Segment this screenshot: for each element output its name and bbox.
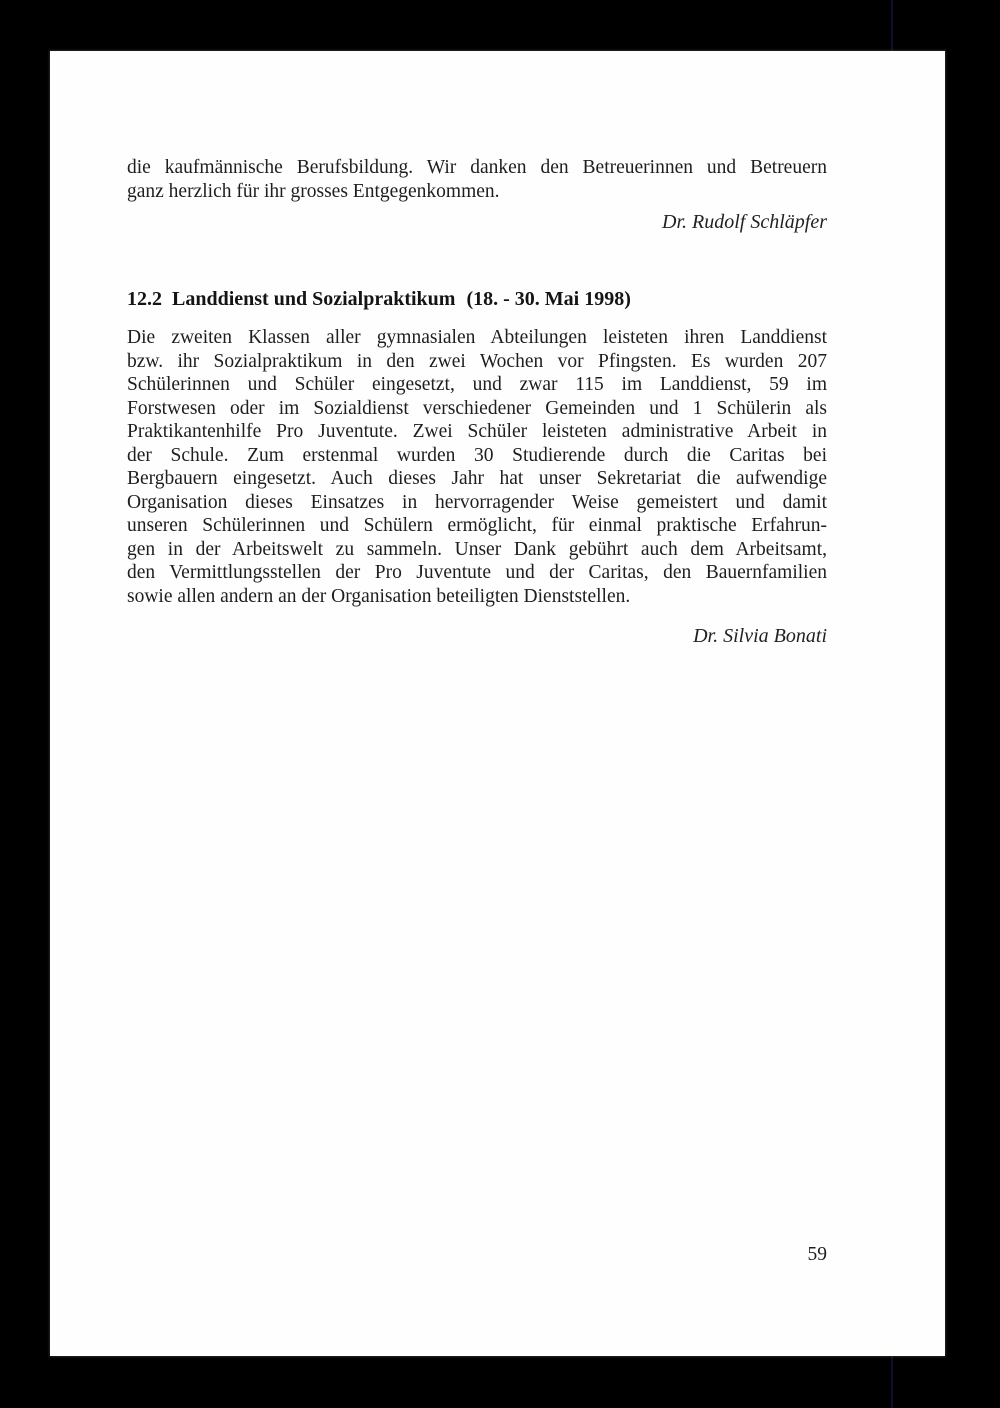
text-line: den Vermittlungsstellen der Pro Juventute und der Caritas, den Bauernfamilien	[127, 562, 827, 583]
section-date-range: (18. - 30. Mai 1998)	[466, 288, 631, 310]
page-number: 59	[807, 1244, 827, 1265]
text-line: Praktikantenhilfe Pro Juventute. Zwei Schüler leisteten administrative Arbeit in	[127, 421, 827, 442]
text-line: sowie allen andern an der Organisation beteiligten Dienststellen.	[127, 585, 631, 607]
signature-silvia-bonati: Dr. Silvia Bonati	[693, 625, 827, 647]
document-page	[50, 51, 945, 1356]
text-line: Bergbauern eingesetzt. Auch dieses Jahr hat unser Sekretariat die aufwendige	[127, 468, 827, 489]
text-line: gen in der Arbeitswelt zu sammeln. Unser Dank gebührt auch dem Arbeitsamt,	[127, 538, 827, 560]
text-line: Forstwesen oder im Sozialdienst verschiedener Gemeinden und 1 Schülerin als	[127, 397, 827, 419]
text-line: Schülerinnen und Schüler eingesetzt, und zwar 115 im Landdienst, 59 im	[127, 374, 827, 395]
text-line: unseren Schülerinnen und Schülern ermöglicht, für einmal praktische Erfahrun-	[127, 515, 827, 536]
body-paragraph	[127, 326, 827, 608]
text-line: Die zweiten Klassen aller gymnasialen Abteilungen leisteten ihren Landdienst	[127, 327, 827, 348]
signature-rudolf-schlaepfer: Dr. Rudolf Schläpfer	[662, 211, 827, 233]
text-line: der Schule. Zum erstenmal wurden 30 Studierende durch die Caritas bei	[127, 444, 827, 466]
text-line: bzw. ihr Sozialpraktikum in den zwei Wochen vor Pfingsten. Es wurden 207	[127, 350, 827, 372]
text-line: Organisation dieses Einsatzes in hervorragender Weise gemeistert und damit	[127, 491, 827, 513]
section-title: Landdienst und Sozialpraktikum	[172, 288, 456, 310]
text-line: die kaufmännische Berufsbildung. Wir danken den Betreuerinnen und Betreuern	[127, 157, 827, 178]
intro-paragraph	[127, 156, 827, 203]
text-line: ganz herzlich für ihr grosses Entgegenkommen.	[127, 180, 500, 202]
section-heading	[127, 287, 887, 311]
section-number: 12.2	[127, 288, 162, 310]
